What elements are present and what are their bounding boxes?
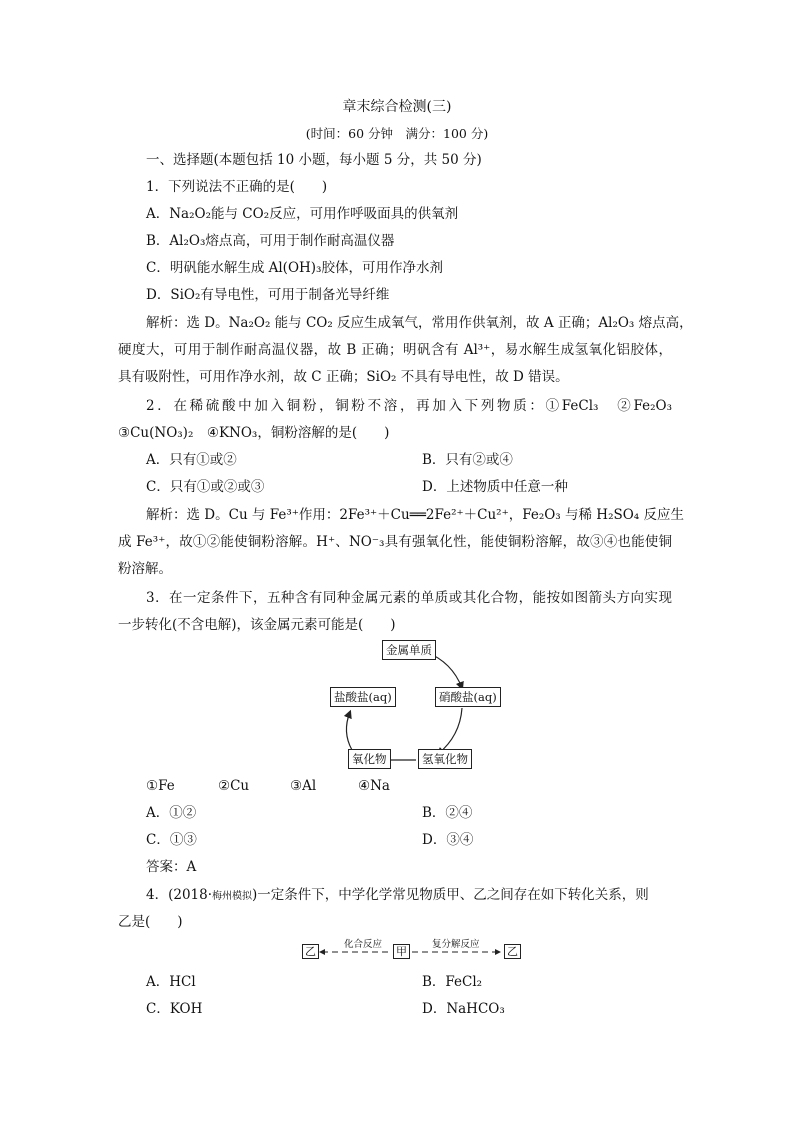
node-yi-left: 乙: [302, 944, 319, 959]
page-title: 章末综合检测(三): [342, 99, 452, 115]
q2-analysis-line-3: 粉溶解。: [118, 561, 172, 577]
q1-stem: 1．下列说法不正确的是( ): [146, 179, 328, 195]
node-chloride: 盐酸盐(aq): [330, 687, 396, 707]
q4-source: 梅州模拟: [212, 891, 253, 902]
q4-stem-line-1: [146, 885, 649, 907]
q3-choice-2: ②Cu: [218, 778, 250, 794]
page-subtitle: (时间：60 分钟 满分：100 分): [305, 126, 489, 141]
q1-analysis-line-2: 硬度大，可用于制作耐高温仪器，故 B 正确；明矾含有 Al³⁺，易水解生成氢氧化铝胶体，: [118, 342, 672, 358]
q3-option-d: D．③④: [422, 832, 474, 848]
q3-choice-4: ④Na: [358, 778, 390, 794]
q1-option-c: C．明矾能水解生成 Al(OH)₃胶体，可用作净水剂: [146, 260, 443, 276]
q1-analysis-line-1: 解析：选 D。Na₂O₂ 能与 CO₂ 反应生成氧气，常用作供氧剂，故 A 正确；Al₂O₃ 熔点高，: [146, 315, 693, 331]
q2-option-b: B．只有②或④: [422, 452, 513, 468]
q4-option-b: B．FeCl₂: [422, 974, 483, 990]
q2-option-d: D．上述物质中任意一种: [422, 479, 568, 495]
node-metal-element: 金属单质: [382, 640, 436, 660]
q2-option-c: C．只有①或②或③: [146, 479, 265, 495]
node-jia: 甲: [393, 944, 410, 959]
q3-choice-3: ③Al: [290, 778, 317, 794]
q3-option-a: A．①②: [146, 805, 197, 821]
q1-analysis-line-3: 具有吸附性，可用作净水剂，故 C 正确；SiO₂ 不具有导电性，故 D 错误。: [118, 369, 569, 385]
q4-stem-line-2: 乙是( ): [118, 914, 183, 930]
q3-stem-line-2: 一步转化(不含电解)，该金属元素可能是( ): [118, 617, 396, 633]
section-heading: 一、选择题(本题包括 10 小题，每小题 5 分，共 50 分): [146, 152, 482, 168]
q2-stem-line-1: 2．在稀硫酸中加入铜粉，铜粉不溶，再加入下列物质：①FeCl₃ ②Fe₂O₃: [146, 398, 672, 414]
label-combination-reaction: 化合反应: [344, 939, 383, 950]
q4-option-c: C．KOH: [146, 1001, 203, 1017]
chain-arrows: [296, 936, 526, 966]
q3-option-b: B．②④: [422, 805, 473, 821]
transformation-chain: [296, 936, 526, 966]
q2-analysis-line-1: 解析：选 D。Cu 与 Fe³⁺作用：2Fe³⁺＋Cu══2Fe²⁺＋Cu²⁺，Fe₂O₃ 与稀 H₂SO₄ 反应生: [146, 507, 685, 523]
label-double-decomposition: 复分解反应: [432, 939, 480, 950]
arrow-bottom-left-to-left: [346, 712, 352, 750]
arrow-right-to-bottom-right: [438, 708, 462, 754]
node-hydroxide: 氢氧化物: [418, 749, 472, 769]
q2-analysis-line-2: 成 Fe³⁺，故①②能使铜粉溶解。H⁺、NO⁻₃具有强氧化性，能使铜粉溶解，故③④也能使铜: [118, 534, 672, 550]
q4-option-d: D．NaHCO₃: [422, 1001, 505, 1017]
q2-option-a: A．只有①或②: [146, 452, 237, 468]
q4-option-a: A．HCl: [146, 974, 196, 990]
q1-option-d: D．SiO₂有导电性，可用于制备光导纤维: [146, 287, 390, 303]
q3-choice-1: ①Fe: [146, 778, 175, 794]
node-yi-right: 乙: [504, 944, 521, 959]
node-oxide: 氧化物: [348, 749, 391, 769]
q4-stem-text: )一定条件下，中学化学常见物质甲、乙之间存在如下转化关系，则: [252, 887, 649, 903]
q1-option-b: B．Al₂O₃熔点高，可用于制作耐高温仪器: [146, 233, 395, 249]
q3-option-c: C．①③: [146, 832, 197, 848]
node-nitrate: 硝酸盐(aq): [435, 687, 501, 707]
q2-stem-line-2: ③Cu(NO₃)₂ ④KNO₃，铜粉溶解的是( ): [118, 425, 390, 441]
q3-choices: [146, 776, 390, 796]
q3-answer: 答案：A: [146, 859, 197, 875]
q1-option-a: A．Na₂O₂能与 CO₂反应，可用作呼吸面具的供氧剂: [146, 206, 459, 222]
q3-stem-line-1: 3．在一定条件下，五种含有同种金属元素的单质或其化合物，能按如图箭头方向实现: [146, 590, 672, 606]
q4-stem-prefix: 4．(2018·: [146, 887, 213, 903]
